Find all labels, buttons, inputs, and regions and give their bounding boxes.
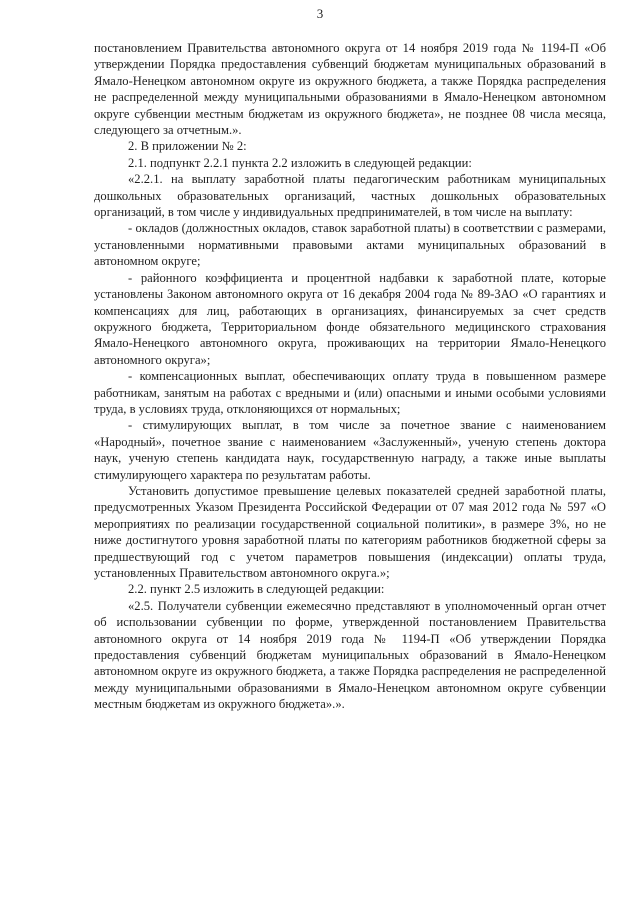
paragraph-allowed-excess: Установить допустимое превышение целевых показателей средней заработной платы, предусмотренных Указом Президента Российской Федерации от 07 мая 2012 года № 597 «О мероприятиях по реализации государственной социальной политики», в размере 3%, но не ниже достигнутого уровня заработной платы по категориям работников бюджетной сферы за предшествующий год с учетом параметров повышения (индексации) оплаты труда, установленных Правительством автономного округа.»; [94, 483, 606, 580]
paragraph-continuation: постановлением Правительства автономного округа от 14 ноября 2019 года № 1194-П «Об утверждении Порядка предоставления субвенций бюджетам муниципальных образований в Ямало-Ненецком автономном округе из окружного бюджета, а также Порядка распределения не распределенной между муниципальными образованиями в Ямало-Ненецком автономном округе субвенции местным бюджетам из окружного бюджета», не позднее 08 числа месяца, следующего за отчетным.». [94, 41, 606, 138]
paragraph-subsection-2-1: 2.1. подпункт 2.2.1 пункта 2.2 изложить в следующей редакции: [128, 155, 472, 170]
paragraph-clause-2-5: «2.5. Получатели субвенции ежемесячно представляют в уполномоченный орган отчет об использовании субвенции по форме, утвержденной постановлением Правительства автономного округа от 14 ноября 2019 года № 1194-П «Об утверждении Порядка предоставления субвенций бюджетам муниципальных образований в Ямало-Ненецком автономном округе из окружного бюджета, а также Порядка распределения не распределенной между муниципальными образованиями в Ямало-Ненецком автономном округе субвенции местным бюджетам из окружного бюджета».». [94, 598, 606, 712]
list-item-salaries: - окладов (должностных окладов, ставок заработной платы) в соответствии с размерами, установленными нормативными правовыми актами муниципальных образований в автономном округе; [94, 221, 606, 269]
page-number: 3 [316, 6, 324, 21]
paragraph-section-2: 2. В приложении № 2: [128, 139, 247, 154]
list-item-regional-coefficient: - районного коэффициента и процентной надбавки к заработной плате, которые установлены Законом автономного округа от 16 декабря 2004 года № 89-ЗАО «О гарантиях и компенсациях для лиц, работающих в организациях, финансируемых за счет средств окружного бюджета, Территориальном фонде обязательного медицинского страхования Ямало-Ненецкого автономного округа, проживающих на территории Ямало-Ненецкого автономного округа»; [94, 270, 606, 367]
list-item-compensation: - компенсационных выплат, обеспечивающих оплату труда в повышенном размере работникам, занятым на работах с вредными и (или) опасными и иными особыми условиями труда, в условиях труда, отклоняющихся от нормальных; [94, 369, 606, 416]
paragraph-subsection-2-2: 2.2. пункт 2.5 изложить в следующей редакции: [128, 582, 385, 597]
paragraph-clause-2-2-1: «2.2.1. на выплату заработной платы педагогическим работникам муниципальных дошкольных образовательных организаций, частных дошкольных образовательных организаций, в том числе у индивидуальных предпринимателей, в том числе на выплату: [94, 172, 606, 220]
document-body [94, 40, 606, 713]
list-item-incentives: - стимулирующих выплат, в том числе за почетное звание с наименованием «Народный», почетное звание с наименованием «Заслуженный», ученую степень доктора наук, ученую степень кандидата наук, государственную награду, а также иные выплаты стимулирующего характера по результатам работы. [94, 418, 606, 482]
